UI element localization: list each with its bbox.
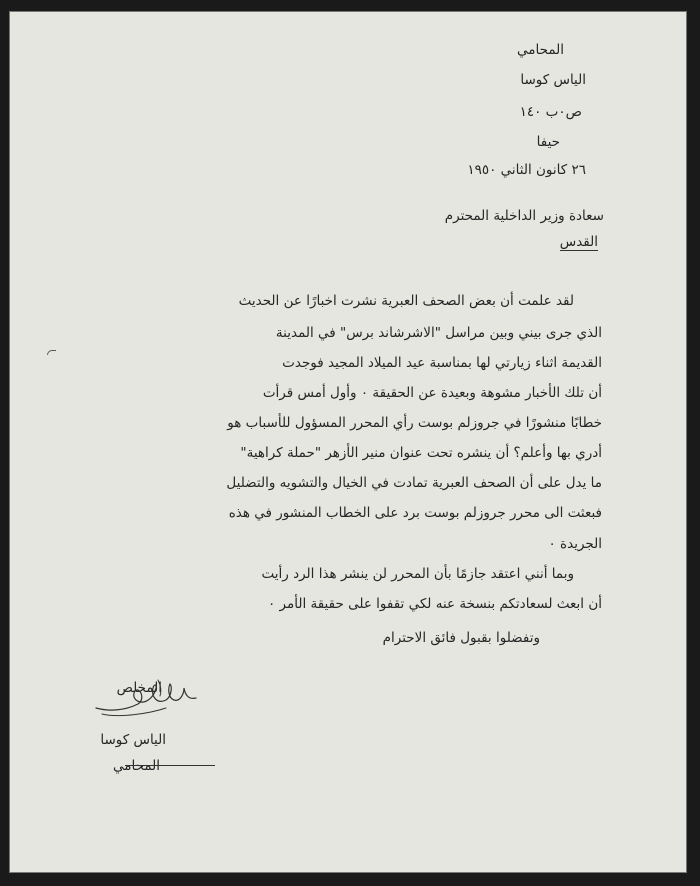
letter-date: ٢٦ كانون الثاني ١٩٥٠ — [467, 162, 586, 178]
body-line: خطابًا منشورًا في جروزلم بوست رأي المحرر المسؤول للأسباب هو — [227, 415, 602, 431]
body-line: لقد علمت أن بعض الصحف العبرية نشرت اخبارًا عن الحديث — [238, 293, 574, 309]
letterhead-po-box: ص٠ب ١٤٠ — [519, 104, 582, 120]
handwritten-signature — [88, 674, 208, 724]
signature-title: المحامي — [113, 758, 160, 774]
letterhead-name: الياس كوسا — [520, 72, 586, 88]
signature-name: الياس كوسا — [100, 732, 166, 748]
body-line: الجريدة ٠ — [548, 536, 602, 552]
body-line: ما يدل على أن الصحف العبرية تمادت في الخيال والتشويه والتضليل — [226, 475, 602, 491]
body-line: القديمة اثناء زيارتي لها بمناسبة عيد الميلاد المجيد فوجدت — [282, 355, 602, 371]
addressee-line: سعادة وزير الداخلية المحترم — [444, 208, 604, 224]
closing-line: وتفضلوا بقبول فائق الاحترام — [382, 630, 540, 646]
signature-rule — [125, 765, 215, 766]
letterhead-city: حيفا — [536, 134, 560, 150]
addressee-city: القدس — [559, 234, 598, 250]
body-line: وبما أنني اعتقد جازمًا بأن المحرر لن ينشر هذا الرد رأيت — [261, 566, 574, 582]
body-line: أن تلك الأخبار مشوهة وبعيدة عن الحقيقة ٠ وأول أمس قرأت — [262, 385, 602, 401]
body-line: فبعثت الى محرر جروزلم بوست برد على الخطاب المنشور في هذه — [228, 505, 602, 521]
body-line: أن ابعث لسعادتكم بنسخة عنه لكي تقفوا على حقيقة الأمر ٠ — [267, 596, 602, 612]
signature-salutation: المخلص — [116, 680, 162, 696]
letter-page — [10, 12, 686, 872]
body-line: الذي جرى بيني وبين مراسل "الاشرشاند برس" في المدينة — [275, 325, 602, 341]
paper-edge-mark — [47, 350, 56, 355]
letterhead-title: المحامي — [517, 42, 564, 58]
body-line: أدري بها وأعلم؟ أن ينشره تحت عنوان منير الأزهر "حملة كراهية" — [240, 445, 602, 461]
